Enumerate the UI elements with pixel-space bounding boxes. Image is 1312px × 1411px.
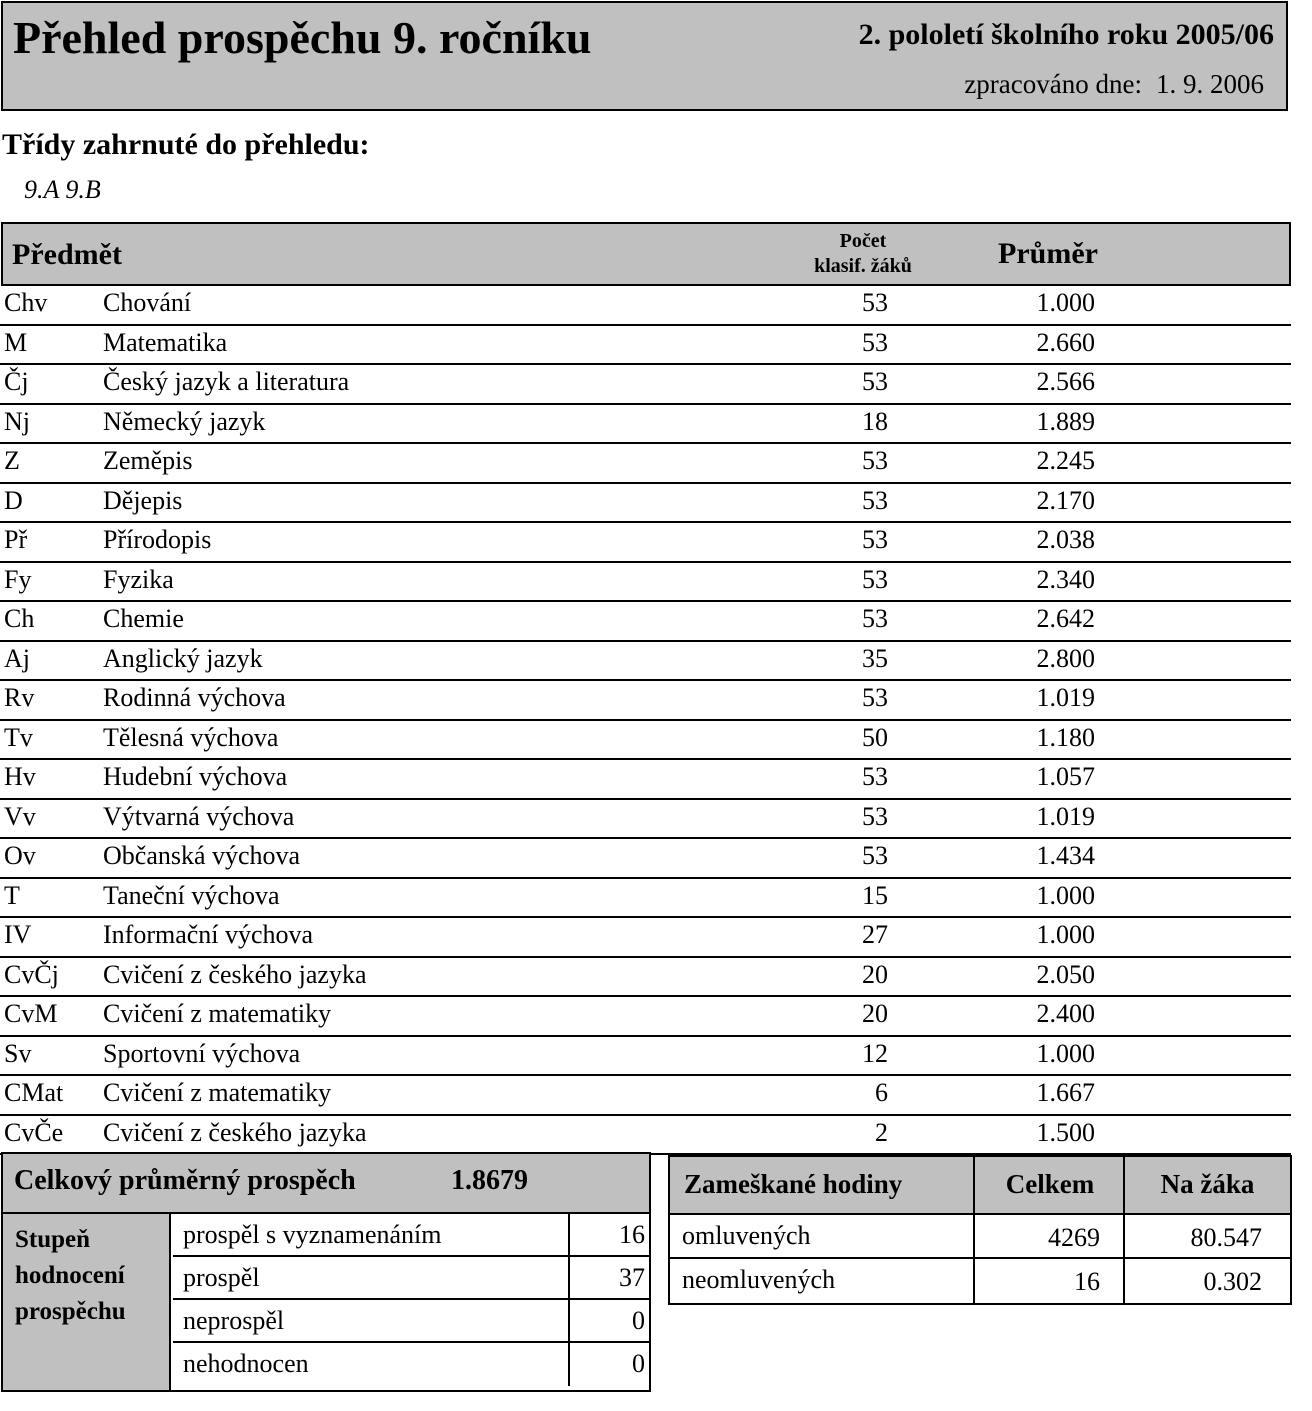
subject-abbreviation: CvČe [4, 1117, 64, 1147]
subject-average: 1.180 [1036, 722, 1095, 752]
grade-label-line3: prospěchu [15, 1298, 126, 1325]
subject-name: Chování [103, 288, 192, 317]
classes-list: 9.A 9.B [24, 175, 101, 204]
table-row [0, 286, 1291, 326]
subject-name: Cvičení z matematiky [103, 1078, 332, 1107]
classified-count: 53 [862, 288, 888, 317]
classified-count: 53 [862, 327, 888, 357]
subject-column-header: Předmět [12, 238, 122, 271]
absences-total-header: Celkem [1005, 1169, 1095, 1199]
table-row [0, 523, 1291, 563]
report-header [1, 1, 1288, 111]
classified-count: 53 [862, 801, 888, 831]
subject-abbreviation: CvM [4, 999, 58, 1028]
school-period: 2. pololetí školního roku 2005/06 [858, 18, 1274, 51]
table-row [0, 879, 1291, 919]
subject-abbreviation: Tv [4, 722, 33, 752]
table-row [0, 1076, 1291, 1116]
grade-count: 0 [632, 1349, 645, 1378]
subject-name: Výtvarná výchova [103, 801, 295, 831]
subject-abbreviation: D [4, 485, 23, 515]
subject-average: 2.800 [1036, 643, 1095, 673]
classified-count: 53 [862, 367, 888, 396]
classified-count: 20 [862, 959, 888, 989]
table-row [0, 958, 1291, 998]
absences-header-label: Zameškané hodiny [684, 1169, 903, 1199]
grade-label-line1: Stupeň [15, 1226, 91, 1253]
subject-name: Chemie [103, 604, 184, 633]
classified-count: 53 [862, 683, 888, 712]
subject-average: 2.245 [1036, 446, 1095, 475]
table-row [0, 800, 1291, 840]
table-row [0, 365, 1291, 405]
classified-count: 53 [862, 841, 888, 870]
subject-name: Matematika [103, 327, 228, 357]
count-header-line2: klasif. žáků [814, 255, 912, 277]
subject-abbreviation: CMat [4, 1078, 64, 1107]
subject-name: Tělesná výchova [103, 722, 279, 752]
subject-name: Informační výchova [103, 920, 314, 949]
overall-average-label: Celkový průměrný prospěch [14, 1165, 356, 1196]
absences-row [670, 1215, 1290, 1258]
grade-divider [568, 1214, 570, 1257]
subject-abbreviation: Aj [4, 643, 30, 673]
processed-date-value: 1. 9. 2006 [1156, 69, 1264, 99]
absence-total: 4269 [1048, 1223, 1100, 1252]
grade-name: neprospěl [183, 1306, 285, 1335]
table-row [0, 997, 1291, 1037]
subject-average: 2.340 [1036, 564, 1095, 594]
page-title: Přehled prospěchu 9. ročníku [13, 12, 592, 63]
absence-total: 16 [1074, 1267, 1100, 1296]
grade-count: 37 [619, 1263, 645, 1292]
table-row [0, 760, 1291, 800]
subject-average: 2.660 [1036, 327, 1095, 357]
subject-abbreviation: Nj [4, 406, 30, 436]
subject-name: Sportovní výchova [103, 1038, 301, 1068]
absences-row [670, 1259, 1290, 1302]
grade-category-label [3, 1214, 171, 1390]
classified-count: 53 [862, 604, 888, 633]
subject-average: 1.057 [1036, 762, 1095, 791]
subject-average: 1.000 [1036, 920, 1095, 949]
absence-type: omluvených [682, 1221, 811, 1250]
absence-type: neomluvených [682, 1265, 836, 1294]
absences-per-student-header: Na žáka [1160, 1169, 1255, 1199]
classified-count: 50 [862, 722, 888, 752]
subject-abbreviation: Ch [4, 604, 35, 633]
subject-name: Cvičení z českého jazyka [103, 959, 367, 989]
table-row [0, 602, 1291, 642]
subject-name: Rodinná výchova [103, 683, 286, 712]
overall-average-header [3, 1154, 649, 1214]
table-row [0, 444, 1291, 484]
subject-average: 2.566 [1036, 367, 1095, 396]
table-row [0, 405, 1291, 445]
subject-average: 1.667 [1036, 1078, 1095, 1107]
subject-name: Občanská výchova [103, 841, 301, 870]
subject-name: Dějepis [103, 485, 183, 515]
classified-count: 15 [862, 880, 888, 910]
classified-count: 53 [862, 762, 888, 791]
subject-abbreviation: Hv [4, 762, 36, 791]
subject-name: Taneční výchova [103, 880, 280, 910]
absences-table [668, 1155, 1292, 1305]
subject-name: Přírodopis [103, 525, 212, 554]
count-header-line1: Počet [839, 230, 887, 252]
grade-divider [568, 1343, 570, 1386]
subject-abbreviation: Chv [4, 288, 48, 317]
subject-name: Německý jazyk [103, 406, 266, 436]
subject-abbreviation: Fy [4, 564, 32, 594]
grade-count: 16 [619, 1220, 645, 1249]
table-row [0, 918, 1291, 958]
grade-row [173, 1257, 649, 1300]
table-row [0, 642, 1291, 682]
subject-average: 1.000 [1036, 880, 1095, 910]
subject-abbreviation: M [4, 327, 28, 357]
table-row [0, 839, 1291, 879]
classified-count: 53 [862, 485, 888, 515]
classified-count: 12 [862, 1038, 888, 1068]
subject-abbreviation: Sv [4, 1038, 32, 1068]
table-row [0, 681, 1291, 721]
subject-average: 2.400 [1036, 999, 1095, 1028]
subject-abbreviation: Vv [4, 801, 36, 831]
subject-average: 1.019 [1036, 801, 1095, 831]
subject-average: 2.642 [1036, 604, 1095, 633]
classified-count: 35 [862, 643, 888, 673]
absence-per-student: 0.302 [1203, 1267, 1262, 1296]
absences-header [670, 1157, 1290, 1215]
table-row [0, 326, 1291, 366]
overall-average-value: 1.8679 [451, 1165, 528, 1196]
classified-count: 27 [862, 920, 888, 949]
subject-abbreviation: T [4, 880, 20, 910]
subject-name: Fyzika [103, 564, 174, 594]
processed-date [964, 69, 1264, 100]
count-column-header [793, 229, 933, 279]
table-row [0, 721, 1291, 761]
subject-name: Anglický jazyk [103, 643, 263, 673]
subject-name: Cvičení z matematiky [103, 999, 332, 1028]
subject-abbreviation: Rv [4, 683, 35, 712]
classified-count: 18 [862, 406, 888, 436]
subject-name: Český jazyk a literatura [103, 367, 350, 396]
classified-count: 53 [862, 525, 888, 554]
table-row [0, 1116, 1291, 1156]
table-row [0, 1037, 1291, 1077]
subjects-table-header [1, 222, 1291, 286]
subject-average: 1.500 [1036, 1117, 1095, 1147]
classified-count: 6 [875, 1078, 888, 1107]
subject-name: Zeměpis [103, 446, 193, 475]
table-row [0, 484, 1291, 524]
subject-abbreviation: IV [4, 920, 32, 949]
subject-abbreviation: Ov [4, 841, 36, 870]
classes-heading: Třídy zahrnuté do přehledu: [2, 128, 370, 161]
subject-name: Hudební výchova [103, 762, 288, 791]
subject-name: Cvičení z českého jazyka [103, 1117, 367, 1147]
grade-count: 0 [632, 1306, 645, 1335]
grade-name: prospěl [183, 1263, 260, 1292]
subject-abbreviation: CvČj [4, 959, 59, 989]
classified-count: 20 [862, 999, 888, 1028]
grade-divider [568, 1300, 570, 1343]
subject-average: 1.019 [1036, 683, 1095, 712]
subject-abbreviation: Z [4, 446, 20, 475]
grade-row [173, 1343, 649, 1384]
subject-average: 2.038 [1036, 525, 1095, 554]
subject-average: 2.170 [1036, 485, 1095, 515]
subject-average: 2.050 [1036, 959, 1095, 989]
table-row [0, 563, 1291, 603]
subject-abbreviation: Př [4, 525, 28, 554]
classified-count: 2 [875, 1117, 888, 1147]
grade-label-line2: hodnocení [15, 1262, 125, 1289]
grade-divider [568, 1257, 570, 1300]
subject-abbreviation: Čj [4, 367, 29, 396]
subject-average: 1.889 [1036, 406, 1095, 436]
average-column-header: Průměr [998, 237, 1098, 270]
classified-count: 53 [862, 564, 888, 594]
grade-row [173, 1300, 649, 1343]
subject-average: 1.000 [1036, 288, 1095, 317]
grade-name: prospěl s vyznamenáním [183, 1220, 442, 1249]
grade-row [173, 1214, 649, 1257]
classified-count: 53 [862, 446, 888, 475]
grade-name: nehodnocen [183, 1349, 309, 1378]
subjects-table-body [0, 286, 1291, 1155]
absence-per-student: 80.547 [1190, 1223, 1262, 1252]
overall-summary [1, 1152, 651, 1392]
subject-average: 1.000 [1036, 1038, 1095, 1068]
subject-average: 1.434 [1036, 841, 1095, 870]
processed-label: zpracováno dne: [964, 69, 1142, 99]
